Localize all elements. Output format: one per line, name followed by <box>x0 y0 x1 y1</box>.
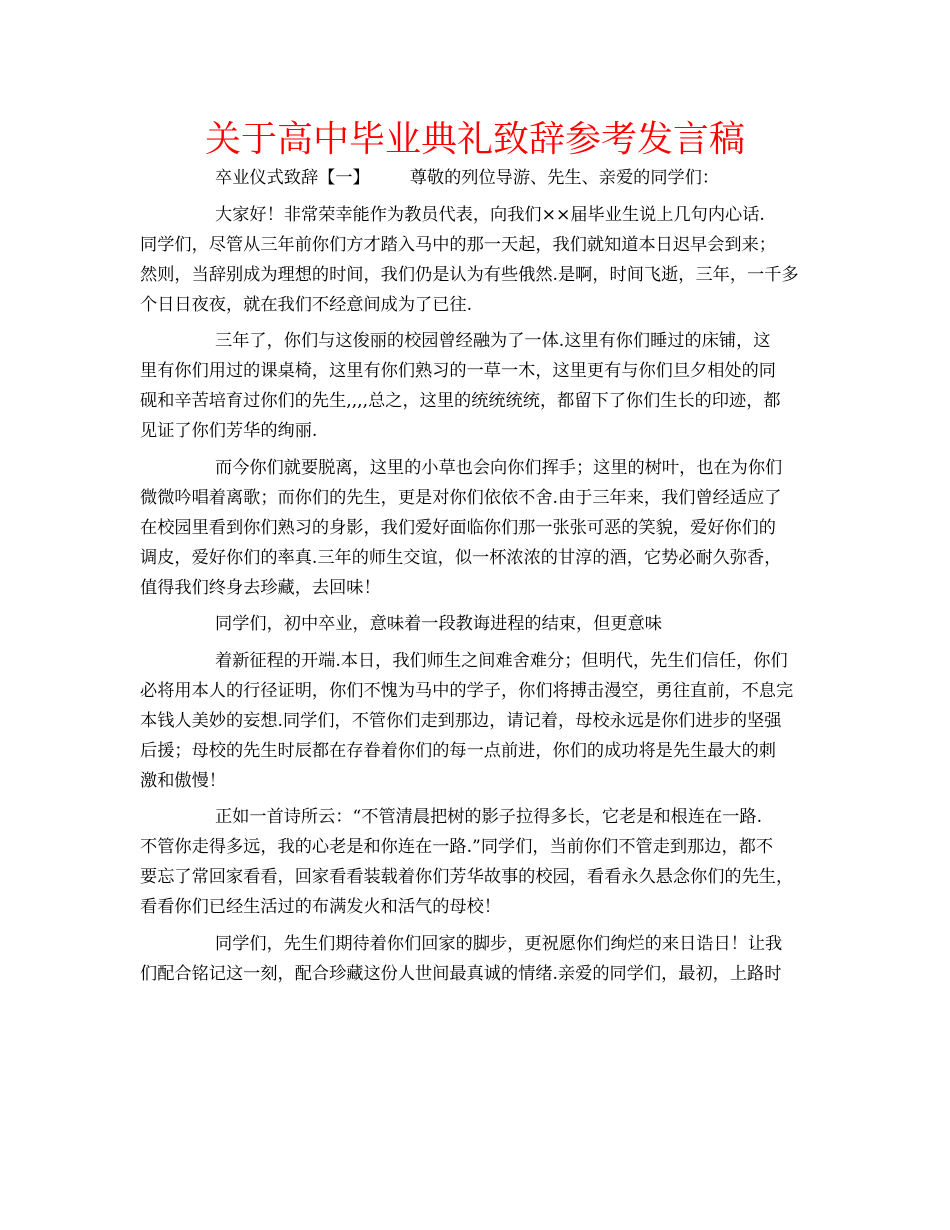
text-line: 正如一首诗所云：“不管清晨把树的影子拉得多长，它老是和根连在一路. <box>215 807 763 827</box>
paragraph-5 <box>140 646 820 796</box>
text-line: 要忘了常回家看看，回家看看装载着你们芳华故事的校园，看看永久悬念你们的先生， <box>140 867 794 887</box>
text-line: 同学们，初中卒业，意味着一段教诲进程的结束，但更意味 <box>215 614 662 634</box>
text-line: 同学们，先生们期待着你们回家的脚步，更祝愿你们绚烂的来日诰日！让我 <box>215 933 783 954</box>
text-line: 不管你走得多远，我的心老是和你连在一路.”同学们，当前你们不管走到那边，都不 <box>140 837 774 857</box>
text-line: 大家好！非常荣幸能作为教员代表，向我们××届毕业生说上几句内心话. <box>215 204 765 225</box>
text-line: 同学们，尽管从三年前你们方才踏入马中的那一天起，我们就知道本日迟早会到来； <box>140 234 776 255</box>
text-line: 看看你们已经生活过的布满发火和活气的母校！ <box>140 897 501 917</box>
paragraph-3 <box>140 453 820 603</box>
document-body <box>140 163 820 989</box>
text-line: 必将用本人的行径证明，你们不愧为马中的学子，你们将搏击漫空，勇往直前，不息完 <box>140 680 794 701</box>
text-line: 微微吟唱着离歌；而你们的先生，更是对你们依依不舍.由于三年来，我们曾经适应了 <box>140 487 782 508</box>
text-line: 后援；母校的先生时辰都在存眷着你们的每一点前进，你们的成功将是先生最大的刺 <box>140 740 776 761</box>
text-line: 本钱人美妙的妄想.同学们，不管你们走到那边，请记着，母校永远是你们进步的坚强 <box>140 710 782 731</box>
paragraph-1 <box>140 200 820 320</box>
section-intro: 卒业仪式致辞【一】 <box>215 168 370 188</box>
text-line: 激和傲慢！ <box>140 770 226 791</box>
text-line: 而今你们就要脱离，这里的小草也会向你们挥手；这里的树叶，也在为你们 <box>215 457 783 478</box>
text-line: 三年了，你们与这俊丽的校园曾经融为了一体.这里有你们睡过的床铺，这 <box>215 331 771 351</box>
text-line: 砚和辛苦培育过你们的先生,,,,总之，这里的统统统统，都留下了你们生长的印迹，都 <box>140 391 781 411</box>
text-line: 们配合铭记这一刻，配合珍藏这份人世间最真诚的情绪.亲爱的同学们，最初，上路时 <box>140 963 782 984</box>
heading-line <box>140 163 820 193</box>
text-line: 值得我们终身去珍藏，去回味！ <box>140 577 381 598</box>
text-line: 在校园里看到你们熟习的身影，我们爱好面临你们那一张张可恶的笑貌，爱好你们的 <box>140 517 776 538</box>
text-line: 里有你们用过的课桌椅，这里有你们熟习的一草一木，这里更有与你们旦夕相处的同 <box>140 361 776 381</box>
paragraph-6 <box>140 802 820 922</box>
text-line: 见证了你们芳华的绚丽. <box>140 421 318 441</box>
text-line: 然则，当辞别成为理想的时间，我们仍是认为有些俄然.是啊，时间飞逝，三年，一千多 <box>140 264 799 285</box>
text-line: 着新征程的开端.本日，我们师生之间难舍难分；但明代，先生们信任，你们 <box>215 650 788 671</box>
paragraph-4 <box>140 609 820 639</box>
document-title: 关于高中毕业典礼致辞参考发言稿 <box>204 119 745 160</box>
text-line: 个日日夜夜，就在我们不经意间成为了已往. <box>140 294 473 315</box>
greeting: 尊敬的列位导游、先生、亲爱的同学们： <box>409 168 720 188</box>
paragraph-2 <box>140 326 820 446</box>
paragraph-7 <box>140 929 820 989</box>
text-line: 调皮，爱好你们的率真.三年的师生交谊，似一杯浓浓的甘淳的酒，它势必耐久弥香， <box>140 547 782 568</box>
